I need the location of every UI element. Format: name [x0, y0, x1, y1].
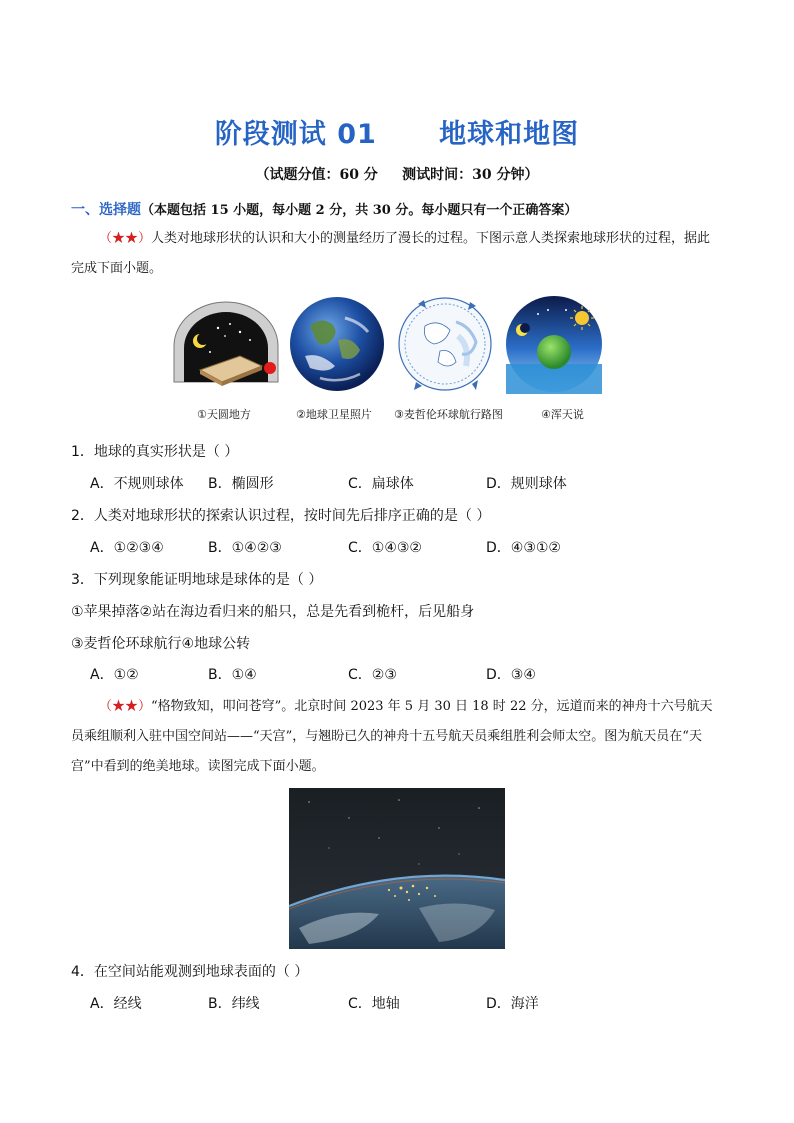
intro-paragraph-2 — [71, 692, 723, 782]
option-d[interactable]: D．③④ — [486, 667, 536, 683]
question-2-stem: 2．人类对地球形状的探索认识过程，按时间先后排序正确的是（ ） — [71, 508, 491, 524]
question-2-options — [90, 537, 690, 557]
intro-text: “格物致知，叩问苍穹”。北京时间 2023 年 5 月 30 日 18 时 22 分，远道而来的神舟十六号航天员乘组顺利入驻中国空间站——“天宫”，与翘盼已久的神舟十五号航天员乘组胜利会师太空。图为航天员在“天宫”中看到的绝美地球。读图完成下面小题。 — [71, 699, 713, 774]
option-b[interactable]: B．①④ — [208, 667, 257, 683]
difficulty-stars: （★★） — [99, 699, 152, 714]
satellite-earth-illustration — [290, 297, 384, 391]
option-a[interactable]: A．不规则球体 — [90, 476, 184, 492]
sky-dome-illustration — [174, 302, 278, 386]
question-3-line-1: ①苹果掉落②站在海边看归来的船只，总是先看到桅杆，后见船身 — [71, 604, 475, 620]
hun-tian-theory-illustration — [506, 296, 602, 394]
question-4-stem: 4．在空间站能观测到地球表面的（ ） — [71, 964, 309, 980]
option-d[interactable]: D．④③①② — [486, 540, 561, 556]
option-b[interactable]: B．纬线 — [208, 996, 260, 1012]
option-c[interactable]: C．地轴 — [348, 996, 400, 1012]
section-note: （本题包括 15 小题，每小题 2 分，共 30 分。每小题只有一个正确答案） — [141, 203, 578, 218]
section-heading — [71, 199, 577, 219]
option-d[interactable]: D．规则球体 — [486, 476, 567, 492]
option-b[interactable]: B．椭圆形 — [208, 476, 274, 492]
section-title: 一、选择题 — [71, 202, 141, 218]
option-b[interactable]: B．①④②③ — [208, 540, 282, 556]
intro-text: 人类对地球形状的认识和大小的测量经历了漫长的过程。下图示意人类探索地球形状的过程，据此完成下面小题。 — [71, 231, 711, 276]
magellan-route-illustration — [399, 298, 491, 390]
caption-1: ①天圆地方 — [197, 408, 251, 421]
earth-from-space-photo — [289, 788, 505, 949]
difficulty-stars: （★★） — [99, 231, 152, 246]
option-c[interactable]: C．扁球体 — [348, 476, 414, 492]
option-a[interactable]: A．①② — [90, 667, 139, 683]
option-a[interactable]: A．经线 — [90, 996, 142, 1012]
option-c[interactable]: C．②③ — [348, 667, 397, 683]
question-4-options — [90, 993, 690, 1013]
intro-paragraph-1 — [71, 224, 723, 284]
question-1-stem: 1．地球的真实形状是（ ） — [71, 444, 239, 460]
option-a[interactable]: A．①②③④ — [90, 540, 164, 556]
question-3-line-2: ③麦哲伦环球航行④地球公转 — [71, 636, 251, 652]
test-info: （试题分值：60 分 测试时间：30 分钟） — [255, 167, 539, 183]
question-3-options — [90, 664, 690, 684]
option-c[interactable]: C．①④③② — [348, 540, 422, 556]
page-title: 阶段测试 01 地球和地图 — [214, 119, 580, 150]
question-1-options — [90, 473, 690, 493]
question-3-stem: 3．下列现象能证明地球是球体的是（ ） — [71, 572, 323, 588]
option-d[interactable]: D．海洋 — [486, 996, 539, 1012]
caption-4: ④浑天说 — [541, 408, 584, 421]
figure-earth-shape — [170, 296, 610, 396]
caption-2: ②地球卫星照片 — [296, 408, 372, 421]
caption-3: ③麦哲伦环球航行路图 — [394, 408, 503, 421]
